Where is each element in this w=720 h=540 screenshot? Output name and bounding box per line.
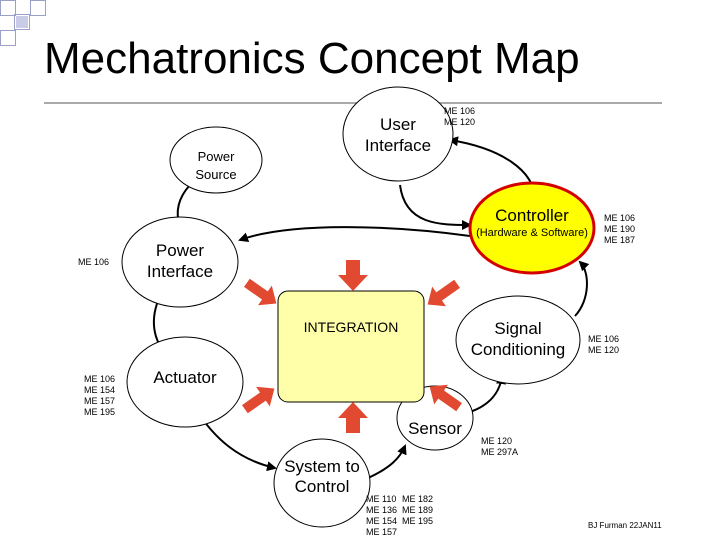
sensor-label: Sensor	[408, 419, 462, 438]
system-to-control-label: System to Control	[284, 457, 360, 497]
actuator-courses: ME 106 ME 154 ME 157 ME 195	[84, 374, 116, 417]
power-source-label: Power Source	[195, 149, 237, 182]
controller-courses: ME 106 ME 190 ME 187	[604, 213, 636, 245]
sensor-courses: ME 120 ME 297A	[481, 436, 519, 457]
signal-conditioning-label: Signal Conditioning	[470, 319, 566, 360]
integration-label: INTEGRATION	[303, 319, 399, 335]
red-arrow-top	[338, 260, 368, 291]
power-interface-courses: ME 106	[78, 257, 110, 267]
page-title: Mechatronics Concept Map	[44, 34, 580, 83]
controller-sublabel: (Hardware & Software)	[476, 227, 588, 239]
red-arrow-upper-right	[421, 274, 464, 314]
arrow-controller-to-power-interface	[240, 227, 470, 240]
integration-box	[278, 291, 424, 402]
user-interface-courses: ME 106 ME 120	[444, 106, 476, 127]
arrow-system-to-sensor	[368, 446, 405, 478]
arrow-user-interface-to-controller	[400, 185, 470, 225]
actuator-label: Actuator	[153, 368, 217, 387]
red-arrow-upper-left	[240, 273, 283, 313]
power-interface-label: Power Interface	[146, 241, 214, 282]
arrow-signal-conditioning-to-controller	[575, 262, 587, 316]
user-interface-label: User Interface	[364, 115, 432, 156]
system-courses-col2: ME 182 ME 189 ME 195	[402, 494, 434, 526]
controller-label: Controller	[495, 206, 569, 225]
author-credit: BJ Furman 22JAN11	[588, 521, 662, 530]
red-arrow-bottom	[338, 402, 368, 433]
signal-conditioning-courses: ME 106 ME 120	[588, 334, 620, 355]
system-courses-col1: ME 110 ME 136 ME 154 ME 157	[366, 494, 398, 537]
red-arrow-lower-left	[238, 379, 281, 419]
